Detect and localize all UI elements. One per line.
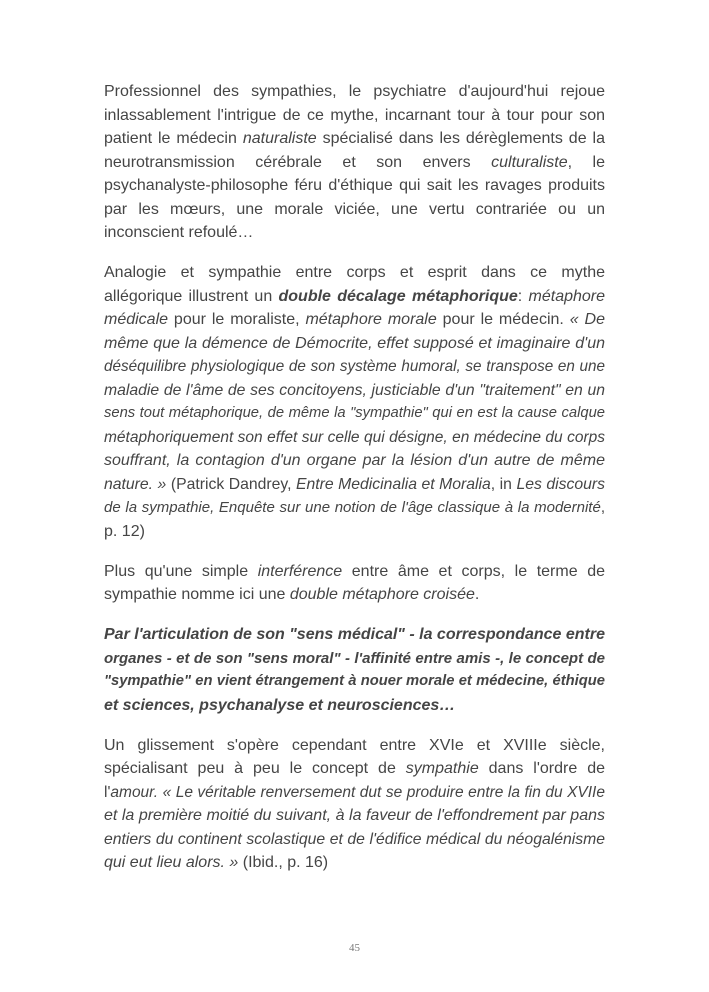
text-segment: entre âme et corps, le terme de	[342, 562, 605, 580]
text-line	[104, 560, 605, 584]
text-segment: , le	[567, 153, 605, 171]
text-line	[104, 308, 605, 332]
text-segment: l'	[104, 783, 111, 801]
document-body	[104, 80, 605, 891]
text-segment: métaphore morale	[305, 311, 437, 328]
text-segment: qui eut lieu alors. »	[104, 854, 239, 871]
text-line	[104, 670, 605, 694]
page-number: 45	[349, 942, 360, 954]
text-segment: amour. « Le véritable renversement dut se produire entre la fin du XVIIe	[110, 783, 605, 801]
text-line	[104, 355, 605, 379]
text-line	[104, 104, 605, 128]
text-line	[104, 449, 605, 473]
text-segment: sens tout métaphorique, de même la "sympathie" qui en est la cause calque	[104, 405, 605, 421]
text-segment: « De	[569, 311, 605, 328]
text-line	[104, 80, 605, 104]
text-line	[104, 285, 605, 309]
text-segment: inconscient refoulé…	[104, 224, 254, 241]
text-line	[104, 332, 605, 356]
text-line	[104, 647, 605, 671]
text-line	[104, 221, 605, 245]
text-line	[104, 402, 605, 426]
text-segment: maladie de l'âme de ses concitoyens, justiciable d'un "traitement" en un	[104, 381, 605, 399]
text-line	[104, 379, 605, 403]
text-line	[104, 174, 605, 198]
text-segment: ,	[600, 499, 605, 516]
text-segment: Entre Medicinalia et Moralia	[296, 475, 491, 493]
text-line	[104, 151, 605, 175]
text-segment: .	[474, 586, 480, 603]
text-line	[104, 198, 605, 222]
text-segment: :	[517, 287, 529, 305]
paragraph	[104, 623, 605, 717]
text-segment: métaphore	[528, 287, 606, 305]
text-segment: patient le médecin	[104, 130, 243, 147]
text-segment: souffrant, la contagion d'un organe par la lésion d'un autre de même	[104, 452, 605, 469]
text-segment: psychanalyste-philosophe féru d'éthique qui sait les ravages produits	[104, 177, 605, 194]
text-line	[104, 520, 605, 544]
text-segment: médicale	[104, 311, 169, 328]
text-segment: inlassablement l'intrigue de ce mythe, incarnant tour à tour pour son	[104, 106, 605, 124]
text-line	[104, 496, 605, 520]
text-segment: sympathie nomme ici une	[104, 586, 290, 603]
text-segment: Professionnel des sympathies, le psychiatre d'aujourd'hui rejoue	[104, 83, 605, 100]
text-line	[104, 127, 605, 151]
text-segment: même que la démence de Démocrite, effet supposé et imaginaire d'un	[104, 334, 605, 352]
paragraph	[104, 80, 605, 245]
text-segment: Les discours	[516, 475, 605, 493]
text-line	[104, 734, 605, 758]
text-line	[104, 261, 605, 285]
text-line	[104, 828, 605, 852]
text-segment: , in	[490, 475, 517, 493]
text-segment: organes - et de son "sens moral" - l'affinité entre amis -, le concept de	[104, 649, 605, 667]
text-segment: "sympathie" en vient étrangement à nouer morale et médecine, éthique	[104, 673, 605, 689]
text-line	[104, 804, 605, 828]
text-segment: Par l'articulation de son "sens médical" - la correspondance entre	[104, 626, 605, 643]
text-segment: Analogie et sympathie entre corps et esprit dans ce mythe	[104, 264, 605, 281]
text-segment: allégorique illustrent un	[104, 287, 279, 305]
text-segment: neurotransmission cérébrale et son envers	[104, 153, 492, 171]
text-segment: métaphoriquement son effet sur celle qui désigne, en médecine du corps	[104, 428, 605, 446]
paragraph	[104, 560, 605, 607]
text-segment: entiers du continent scolastique et de l'édifice médical du néogalénisme	[104, 830, 605, 848]
text-segment: sympathie	[405, 760, 479, 777]
text-segment: par les mœurs, une morale viciée, une vertu contrariée ou un	[104, 200, 605, 218]
text-line	[104, 694, 605, 718]
text-segment: pour le médecin.	[436, 311, 570, 328]
text-segment: de la sympathie, Enquête sur une notion de l'âge classique à la modernité	[104, 499, 601, 516]
text-segment: et la première moitié du suivant, à la faveur de l'effondrement par pans	[104, 807, 605, 824]
text-line	[104, 851, 605, 875]
text-line	[104, 583, 605, 607]
text-segment: et sciences, psychanalyse et neurosciences…	[104, 696, 456, 714]
text-line	[104, 623, 605, 647]
paragraph	[104, 261, 605, 543]
text-line	[104, 781, 605, 805]
text-segment: (Ibid., p. 16)	[238, 854, 329, 871]
text-line	[104, 426, 605, 450]
text-line	[104, 473, 605, 497]
text-segment: spécialisé dans les dérèglements de la	[316, 130, 605, 147]
text-segment: Plus qu'une simple	[104, 562, 258, 580]
text-segment: pour le moraliste,	[168, 311, 306, 328]
text-segment: spécialisant peu à peu le concept de	[104, 760, 406, 777]
text-segment: p. 12)	[104, 522, 145, 540]
paragraph	[104, 734, 605, 875]
text-line	[104, 757, 605, 781]
text-segment: interférence	[257, 562, 343, 580]
text-segment: Un glissement s'opère cependant entre XVIe et XVIIIe siècle,	[104, 736, 605, 754]
text-segment: double décalage métaphorique	[278, 287, 518, 305]
text-segment: double métaphore croisée	[289, 586, 475, 603]
text-segment: nature. »	[104, 475, 167, 493]
text-segment: culturaliste	[491, 153, 568, 171]
text-segment: (Patrick Dandrey,	[166, 475, 296, 493]
text-segment: dans l'ordre de	[478, 760, 606, 777]
text-segment: déséquilibre physiologique de son système humoral, se transpose en une	[104, 358, 605, 375]
text-segment: naturaliste	[242, 130, 317, 147]
